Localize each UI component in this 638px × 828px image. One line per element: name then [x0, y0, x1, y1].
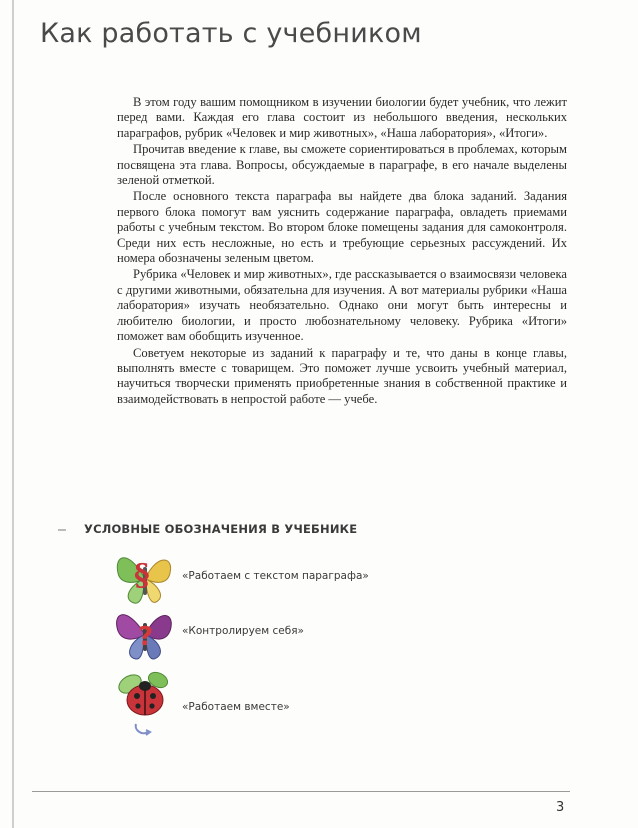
ladybug-together-icon [112, 666, 178, 740]
legend-label-self-control: «Контролируем себя» [182, 625, 304, 637]
legend-item-together [112, 666, 472, 730]
butterfly-question-icon [112, 601, 178, 665]
svg-text:§: § [134, 558, 150, 593]
legend-label-paragraph: «Работаем с текстом параграфа» [182, 570, 369, 582]
heading-marker [58, 529, 66, 531]
legend-item-self-control [112, 601, 472, 665]
page-binding-edge [12, 0, 14, 828]
butterfly-paragraph-icon [112, 545, 178, 609]
paragraph-4: Рубрика «Человек и мир животных», где рассказывается о взаимосвязи человека с другими животными, обязательна для изучения. А вот материалы рубрики «Наша лаборатория» изучать необязательно. Однако они могут быть интересны и любителю биологии, и просто любознательному человеку. Рубрика «Итоги» поможет вам обобщить изученное. [117, 267, 567, 344]
svg-text:?: ? [138, 622, 154, 652]
page-title: Как работать с учебником [40, 18, 422, 49]
footer-rule [32, 791, 570, 792]
paragraph-5: Советуем некоторые из заданий к параграфу и те, что даны в конце главы, выполнять вместе с товарищем. Это поможет лучше усвоить учебный материал, научиться творчески применять приобретенные знания в собственной практике и взаимодействовать в непростой работе — учебе. [117, 345, 567, 406]
paragraph-1: В этом году вашим помощником в изучении биологии будет учебник, что лежит перед вами. Каждая его глава состоит из небольшого введения, нескольких параграфов, рубрик «Человек и мир животных», «Наша лаборатория», «Итоги». [117, 95, 567, 140]
legend-item-paragraph [112, 545, 472, 609]
legend-label-together: «Работаем вместе» [182, 701, 290, 713]
page-number: 3 [556, 800, 565, 815]
paragraph-3: После основного текста параграфа вы найдете два блока заданий. Задания первого блока помогут вам уяснить содержание параграфа, овладеть приемами работы с учебным текстом. Во втором блоке помещены задания для самоконтроля. Среди них есть несложные, но есть и требующие серьезных рассуждений. Их номера обозначены зеленым цветом. [117, 189, 567, 266]
paragraph-2: Прочитав введение к главе, вы сможете сориентироваться в проблемах, которым посвящена эта глава. Вопросы, обсуждаемые в параграфе, в его начале выделены зеленой отметкой. [117, 142, 567, 188]
legend-heading: УСЛОВНЫЕ ОБОЗНАЧЕНИЯ В УЧЕБНИКЕ [84, 522, 358, 536]
body-text [117, 95, 567, 408]
